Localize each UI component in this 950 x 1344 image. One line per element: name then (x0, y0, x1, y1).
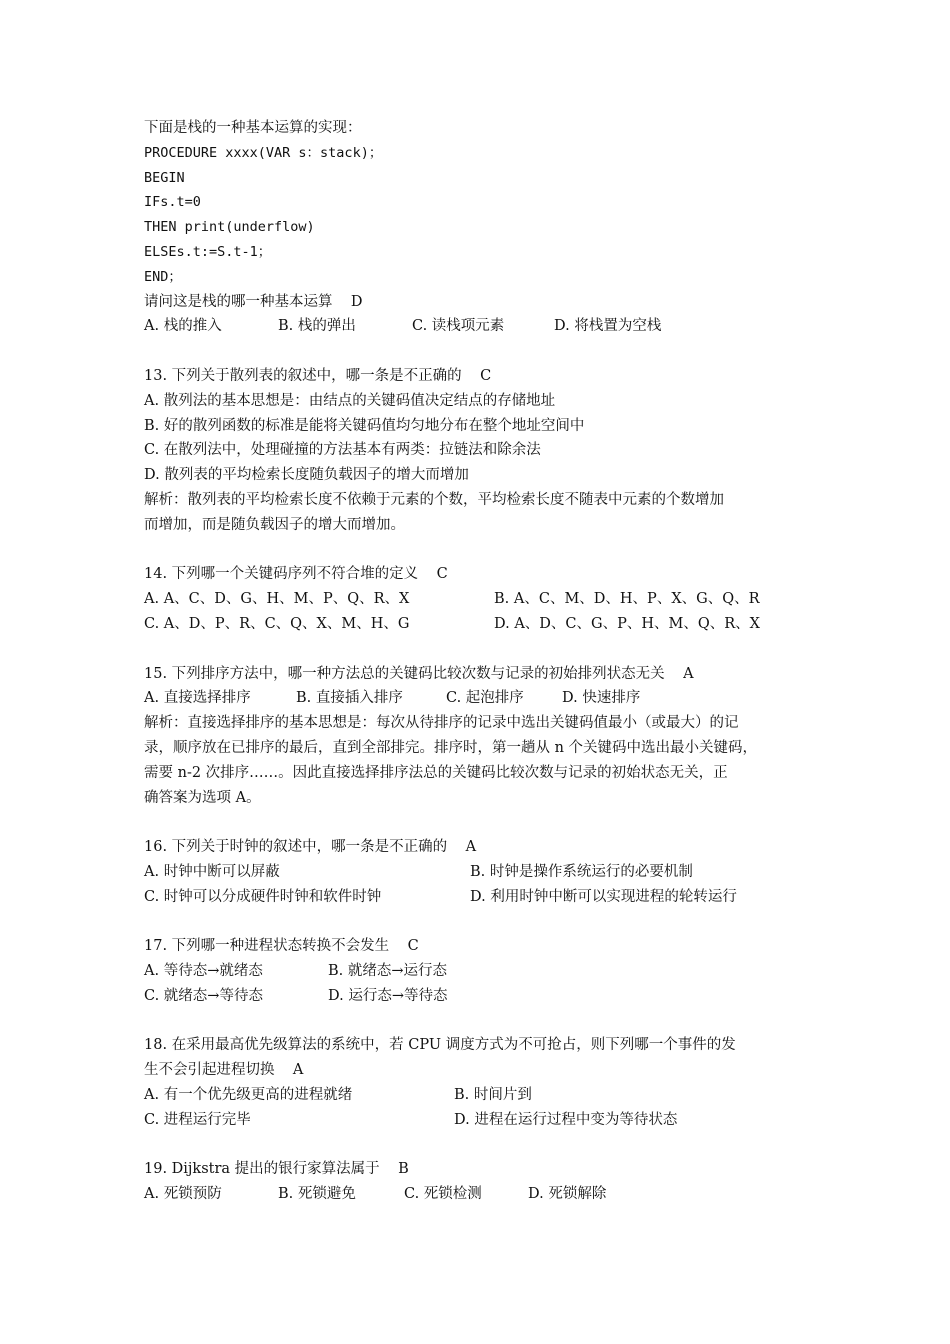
option-b: B. 时钟是操作系统运行的必要机制 (470, 863, 693, 880)
option-a: A. 时钟中断可以屏蔽 (144, 863, 280, 880)
option-b: B. A、C、M、D、H、P、X、G、Q、R (494, 591, 760, 608)
option-a: A. 栈的推入 (144, 318, 222, 335)
document-page (144, 116, 824, 1207)
q18-question: 生不会引起进程切换 A (144, 1062, 304, 1079)
q12-intro: 下面是栈的一种基本运算的实现： (144, 120, 362, 136)
option-b: B. 就绪态→运行态 (328, 963, 448, 980)
option-c: C. A、D、P、R、C、Q、X、M、H、G (144, 615, 410, 632)
option-a: A. 有一个优先级更高的进程就绪 (144, 1087, 353, 1104)
q17-options-row (144, 984, 824, 1009)
option-c: C. 起泡排序 (446, 690, 524, 707)
option-d: D. 运行态→等待态 (328, 987, 448, 1004)
q16-question: 16. 下列关于时钟的叙述中，哪一条是不正确的 A (144, 839, 477, 856)
q16-options-row (144, 860, 824, 885)
q14-options-row (144, 587, 824, 612)
option-a: A. 等待态→就绪态 (144, 963, 263, 980)
q13-analysis: 而增加，而是随负载因子的增大而增加。 (144, 516, 405, 533)
option-c: C. 读栈项元素 (412, 318, 505, 335)
option-a: A. 直接选择排序 (144, 690, 251, 707)
code-line: ELSEs.t:=S.t-1； (144, 243, 272, 260)
q13-question: 13. 下列关于散列表的叙述中，哪一条是不正确的 C (144, 367, 492, 384)
code-line: BEGIN (144, 169, 185, 186)
option-d: D. 散列表的平均检索长度随负载因子的增大而增加 (144, 467, 469, 484)
q14-options-row (144, 612, 824, 637)
q14-question: 14. 下列哪一个关键码序列不符合堆的定义 C (144, 566, 448, 583)
option-c: C. 时钟可以分成硬件时钟和软件时钟 (144, 888, 382, 905)
option-d: D. 快速排序 (562, 690, 641, 707)
option-d: D. 利用时钟中断可以实现进程的轮转运行 (470, 888, 737, 905)
q19-question: 19. Dijkstra 提出的银行家算法属于 B (144, 1161, 409, 1178)
option-b: B. 死锁避免 (278, 1186, 356, 1203)
option-d: D. 进程在运行过程中变为等待状态 (454, 1111, 678, 1128)
code-line: PROCEDURE xxxx(VAR s：stack)； (144, 144, 383, 161)
option-a: A. 死锁预防 (144, 1186, 222, 1203)
q15-question: 15. 下列排序方法中，哪一种方法总的关键码比较次数与记录的初始排列状态无关 A (144, 665, 694, 682)
q18-options-row (144, 1108, 824, 1133)
code-line: IFs.t=0 (144, 194, 201, 211)
q12-question: 请问这是栈的哪一种基本运算 D (144, 293, 363, 310)
option-c: C. 进程运行完毕 (144, 1111, 251, 1128)
q17-options-row (144, 959, 824, 984)
q19-options (144, 1182, 824, 1207)
option-b: B. 栈的弹出 (278, 318, 356, 335)
q15-analysis: 录，顺序放在已排序的最后，直到全部排完。排序时，第一趟从 n 个关键码中选出最小关键码， (144, 739, 758, 756)
q18-options-row (144, 1083, 824, 1108)
q13-analysis: 解析：散列表的平均检索长度不依赖于元素的个数，平均检索长度不随表中元素的个数增加 (144, 491, 724, 508)
option-a: A. 散列法的基本思想是：由结点的关键码值决定结点的存储地址 (144, 392, 556, 409)
q16-options-row (144, 885, 824, 910)
q17-question: 17. 下列哪一种进程状态转换不会发生 C (144, 938, 419, 955)
option-b: B. 好的散列函数的标准是能将关键码值均匀地分布在整个地址空间中 (144, 417, 585, 434)
q15-analysis: 确答案为选项 A。 (144, 789, 261, 806)
code-line: THEN print(underflow) (144, 219, 315, 236)
option-c: C. 在散列法中，处理碰撞的方法基本有两类：拉链法和除余法 (144, 442, 541, 459)
option-c: C. 就绪态→等待态 (144, 987, 263, 1004)
option-a: A. A、C、D、G、H、M、P、Q、R、X (144, 591, 410, 608)
option-c: C. 死锁检测 (404, 1186, 482, 1203)
option-d: D. 将栈置为空栈 (554, 318, 662, 335)
option-d: D. A、D、C、G、P、H、M、Q、R、X (494, 615, 760, 632)
code-line: END； (144, 268, 182, 285)
q18-question: 18. 在采用最高优先级算法的系统中，若 CPU 调度方式为不可抢占，则下列哪一个事件的发 (144, 1037, 736, 1054)
option-b: B. 直接插入排序 (296, 690, 403, 707)
q15-analysis: 需要 n-2 次排序……。因此直接选择排序法总的关键码比较次数与记录的初始状态无关，正 (144, 764, 728, 781)
option-b: B. 时间片到 (454, 1087, 532, 1104)
q15-options (144, 686, 824, 711)
q15-analysis: 解析：直接选择排序的基本思想是：每次从待排序的记录中选出关键码值最小（或最大）的记 (144, 715, 739, 732)
option-d: D. 死锁解除 (528, 1186, 607, 1203)
q12-options (144, 314, 824, 339)
